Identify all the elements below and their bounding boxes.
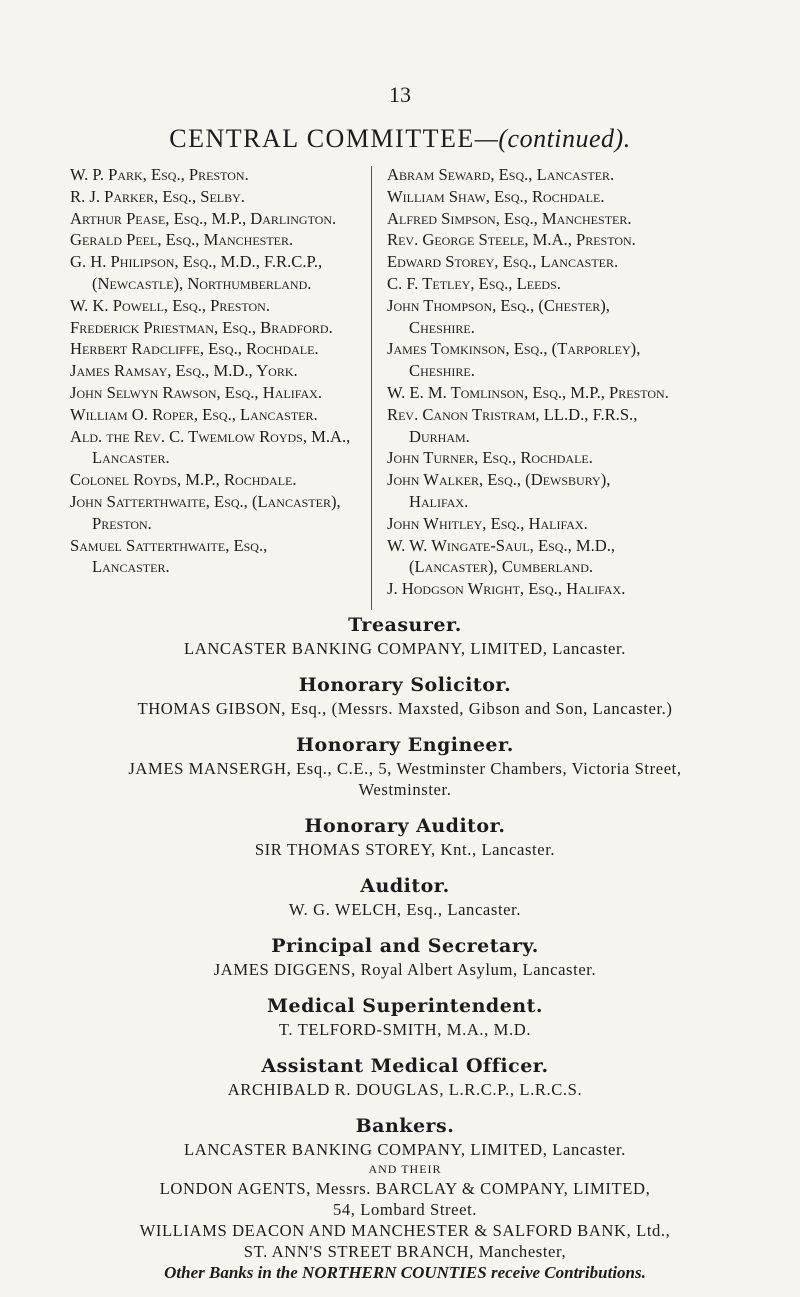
member-entry (387, 469, 767, 513)
member-line: W. W. Wingate-Saul, Esq., M.D., (387, 535, 616, 555)
member-line: C. F. Tetley, Esq., Leeds. (387, 273, 561, 293)
member-entry (387, 208, 767, 230)
title-suffix: —(continued). (474, 124, 631, 153)
officer-section (40, 672, 770, 719)
member-line: James Tomkinson, Esq., (Tarporley), (387, 339, 641, 359)
member-entry (70, 338, 370, 360)
section-line: T. TELFORD-SMITH, M.A., M.D. (278, 1020, 532, 1039)
member-line-continued: Durham. (409, 426, 470, 446)
member-entry (70, 164, 370, 186)
section-line: JAMES DIGGENS, Royal Albert Asylum, Lancaster. (213, 960, 597, 979)
member-entry (70, 360, 370, 382)
member-entry (387, 164, 767, 186)
section-heading: Auditor. (360, 875, 450, 897)
officer-section (40, 873, 770, 920)
member-line: John Whitley, Esq., Halifax. (387, 513, 588, 533)
officer-section (40, 813, 770, 860)
member-line-continued: Halifax. (409, 491, 469, 511)
member-line: R. J. Parker, Esq., Selby. (70, 186, 245, 206)
bankers-and-their: AND THEIR (368, 1162, 442, 1176)
member-entry (387, 251, 767, 273)
member-entry (387, 447, 767, 469)
member-line: William O. Roper, Esq., Lancaster. (70, 404, 318, 424)
member-entry (387, 382, 767, 404)
member-entry (70, 229, 370, 251)
member-entry (70, 491, 370, 535)
page-number: 13 (389, 82, 411, 107)
member-line: Samuel Satterthwaite, Esq., (70, 535, 268, 555)
bankers-line: 54, Lombard Street. (332, 1200, 478, 1219)
member-line: Ald. the Rev. C. Twemlow Royds, M.A., (70, 426, 351, 446)
member-line: James Ramsay, Esq., M.D., York. (70, 361, 298, 381)
member-line: John Walker, Esq., (Dewsbury), (387, 470, 611, 490)
section-heading: Honorary Engineer. (296, 734, 514, 756)
bankers-block (40, 1113, 770, 1284)
bankers-line: ST. ANN'S STREET BRANCH, Manchester, (243, 1242, 567, 1261)
member-line: Rev. Canon Tristram, LL.D., F.R.S., (387, 404, 638, 424)
section-heading: Principal and Secretary. (271, 935, 539, 957)
member-line: Herbert Radcliffe, Esq., Rochdale. (70, 339, 319, 359)
member-line: John Satterthwaite, Esq., (Lancaster), (70, 491, 341, 511)
member-entry (70, 404, 370, 426)
member-line-continued: Cheshire. (409, 361, 475, 381)
member-entry (387, 404, 767, 448)
section-line: W. G. WELCH, Esq., Lancaster. (288, 900, 522, 919)
member-entry (70, 317, 370, 339)
section-line: Westminster. (358, 780, 452, 799)
section-heading: Honorary Auditor. (304, 815, 506, 837)
bankers-line: LONDON AGENTS, Messrs. BARCLAY & COMPANY, LIMITED, (159, 1179, 651, 1198)
member-line: G. H. Philipson, Esq., M.D., F.R.C.P., (70, 252, 323, 272)
right-member-column (387, 164, 767, 600)
member-line-continued: Preston. (92, 513, 152, 533)
member-entry (70, 382, 370, 404)
member-line: Abram Seward, Esq., Lancaster. (387, 165, 615, 184)
section-line: ARCHIBALD R. DOUGLAS, L.R.C.P., L.R.C.S. (227, 1080, 583, 1099)
officer-section (40, 1053, 770, 1100)
member-line: Alfred Simpson, Esq., Manchester. (387, 208, 632, 228)
member-line: W. E. M. Tomlinson, Esq., M.P., Preston. (387, 382, 669, 402)
member-line: Gerald Peel, Esq., Manchester. (70, 230, 294, 250)
member-entry (70, 469, 370, 491)
member-line: Rev. George Steele, M.A., Preston. (387, 230, 636, 250)
left-member-column (70, 164, 370, 578)
member-line-continued: (Lancaster), Cumberland. (409, 557, 594, 577)
member-line: William Shaw, Esq., Rochdale. (387, 186, 605, 206)
member-line-continued: Lancaster. (92, 557, 170, 577)
officer-section (40, 612, 770, 659)
member-line-continued: (Newcastle), Northumberland. (92, 273, 312, 293)
title-main: CENTRAL COMMITTEE (169, 124, 475, 153)
member-entry (387, 578, 767, 600)
member-entry (70, 535, 370, 579)
bankers-line: WILLIAMS DEACON AND MANCHESTER & SALFORD BANK, Ltd., (139, 1221, 671, 1240)
member-line: Colonel Royds, M.P., Rochdale. (70, 470, 297, 490)
page-title (0, 124, 800, 154)
section-line: SIR THOMAS STOREY, Knt., Lancaster. (254, 840, 556, 859)
member-line: John Turner, Esq., Rochdale. (387, 448, 593, 468)
officer-section (40, 993, 770, 1040)
section-line: JAMES MANSERGH, Esq., C.E., 5, Westminster Chambers, Victoria Street, (128, 759, 682, 778)
bankers-note: Other Banks in the NORTHERN COUNTIES receive Contributions. (164, 1263, 646, 1282)
member-entry (387, 513, 767, 535)
section-heading: Assistant Medical Officer. (261, 1055, 549, 1077)
member-entry (70, 186, 370, 208)
officer-section (40, 732, 770, 800)
member-entry (70, 251, 370, 295)
member-entry (70, 426, 370, 470)
member-line: J. Hodgson Wright, Esq., Halifax. (387, 579, 626, 599)
member-line: Edward Storey, Esq., Lancaster. (387, 252, 619, 272)
member-entry (387, 186, 767, 208)
member-line: Arthur Pease, Esq., M.P., Darlington. (70, 208, 337, 228)
member-line: Frederick Priestman, Esq., Bradford. (70, 317, 333, 337)
member-line-continued: Lancaster. (92, 448, 170, 468)
section-heading: Treasurer. (348, 614, 462, 636)
section-heading: Honorary Solicitor. (298, 674, 512, 696)
member-line: John Thompson, Esq., (Chester), (387, 295, 610, 315)
member-entry (387, 295, 767, 339)
member-line: John Selwyn Rawson, Esq., Halifax. (70, 382, 322, 402)
member-line: W. P. Park, Esq., Preston. (70, 165, 249, 184)
member-entry (387, 273, 767, 295)
member-entry (387, 338, 767, 382)
member-entry (70, 295, 370, 317)
member-line: W. K. Powell, Esq., Preston. (70, 295, 270, 315)
column-divider (371, 166, 372, 610)
member-entry (387, 535, 767, 579)
member-entry (387, 229, 767, 251)
section-line: LANCASTER BANKING COMPANY, LIMITED, Lancaster. (184, 639, 626, 658)
section-line: THOMAS GIBSON, Esq., (Messrs. Maxsted, Gibson and Son, Lancaster.) (137, 699, 673, 718)
member-line-continued: Cheshire. (409, 317, 475, 337)
member-entry (70, 208, 370, 230)
bankers-heading: Bankers. (355, 1115, 455, 1137)
officers-section (40, 612, 770, 1297)
bankers-line: LANCASTER BANKING COMPANY, LIMITED, Lancaster. (184, 1140, 626, 1159)
section-heading: Medical Superintendent. (266, 995, 544, 1017)
officer-section (40, 933, 770, 980)
